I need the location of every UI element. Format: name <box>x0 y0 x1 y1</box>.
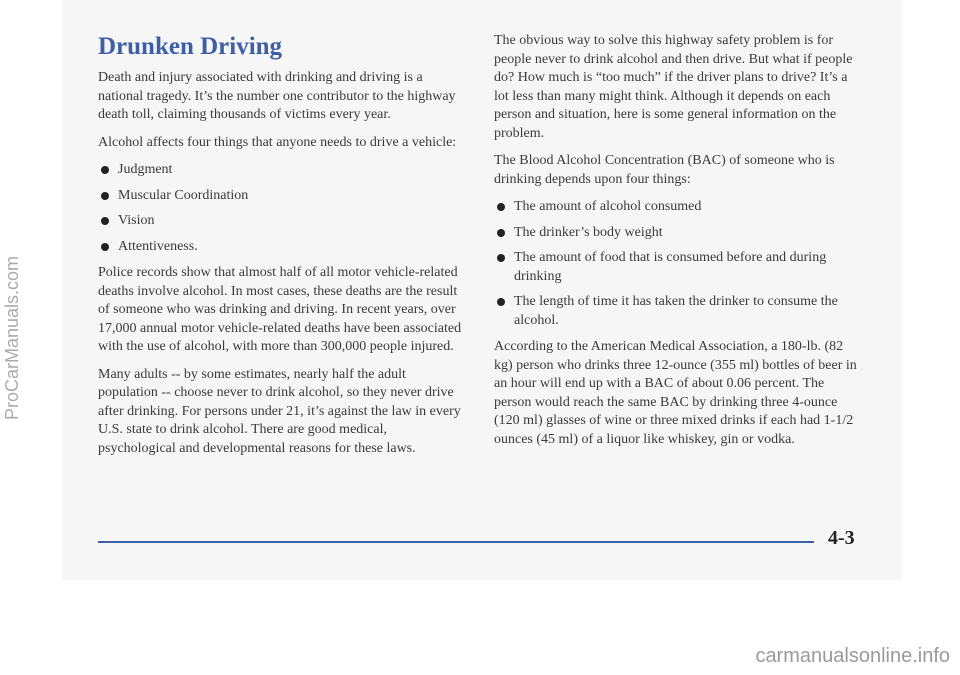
bullet-icon <box>101 217 109 225</box>
list-item: Vision <box>98 212 464 231</box>
bullet-icon <box>497 254 505 262</box>
list-item: Muscular Coordination <box>98 187 464 206</box>
list-item: The amount of food that is consumed before and during drinking <box>494 249 864 286</box>
bullet-icon <box>101 166 109 174</box>
bullet-icon <box>497 203 505 211</box>
right-column <box>494 32 864 458</box>
section-title: Drunken Driving <box>98 33 283 60</box>
bac-paragraph: The Blood Alcohol Concentration (BAC) of someone who is drinking depends upon four things: <box>494 153 835 187</box>
list-item: Judgment <box>98 161 464 180</box>
page-number: 4-3 <box>828 527 855 549</box>
bac-factors-list <box>494 198 864 330</box>
left-column <box>98 32 464 467</box>
solution-paragraph: The obvious way to solve this highway safety problem is for people never to drink alcohol and then drive. But what if people do? How much is “too much” if the driver plans to drive? It’s a lot less than many might think. Although it depends on each person and situation, here is some general information on the problem. <box>494 33 853 141</box>
bullet-icon <box>101 243 109 251</box>
list-item: The drinker’s body weight <box>494 224 864 243</box>
watermark-left: ProCarManuals.com <box>2 255 22 420</box>
list-item: The amount of alcohol consumed <box>494 198 864 217</box>
intro-paragraph: Death and injury associated with drinking and driving is a national tragedy. It’s the number one contributor to the highway death toll, claiming thousands of victims every year. <box>98 70 456 122</box>
footer-rule <box>98 541 814 543</box>
bullet-icon <box>497 298 505 306</box>
bullet-icon <box>101 192 109 200</box>
list-item: Attentiveness. <box>98 238 464 257</box>
police-records-paragraph: Police records show that almost half of all motor vehicle-related deaths involve alcohol. In most cases, these deaths are the result of someone who was drinking and driving. In recent years, over 17,000 annual motor vehicle-related deaths have been associated with the use of alcohol, with more than 300,000 people injured. <box>98 265 462 354</box>
adults-paragraph: Many adults -- by some estimates, nearly half the adult population -- choose never to drink alcohol, so they never drive after drinking. For persons under 21, it’s against the law in every U.S. state to drink alcohol. There are good medical, psychological and developmental reasons for these laws. <box>98 366 461 456</box>
affects-list <box>98 161 464 256</box>
alcohol-affects-paragraph: Alcohol affects four things that anyone needs to drive a vehicle: <box>98 134 457 150</box>
bullet-icon <box>497 229 505 237</box>
list-item: The length of time it has taken the drinker to consume the alcohol. <box>494 293 864 330</box>
ama-paragraph: According to the American Medical Association, a 180-lb. (82 kg) person who drinks three 12-ounce (355 ml) bottles of beer in an hour will end up with a BAC of about 0.06 percent. The person would reach the same BAC by drinking three 4-ounce (120 ml) glasses of wine or three mixed drinks if each had 1-1/2 ounces (45 ml) of a liquor like whiskey, gin or vodka. <box>494 339 857 447</box>
watermark-bottom: carmanualsonline.info <box>755 645 950 667</box>
